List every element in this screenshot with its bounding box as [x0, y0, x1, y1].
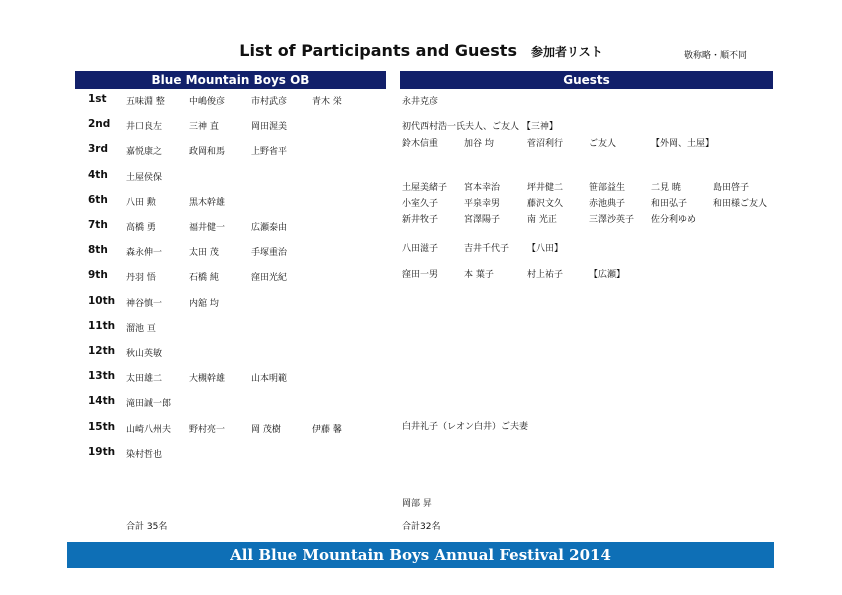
guest-name: 新井牧子 [402, 215, 439, 226]
participant-name: 市村武彦 [251, 97, 288, 107]
participant-name: 土屋侯保 [126, 172, 163, 183]
participant-name: 太田 茂 [189, 248, 219, 259]
class-year-label: 9th [88, 269, 108, 282]
participant-name: 森永伸一 [126, 248, 163, 259]
participant-name: 八田 勲 [126, 197, 156, 208]
participant-name: 五味淵 整 [126, 97, 165, 107]
participant-name: 野村亮一 [189, 424, 226, 435]
guest-name: 岡部 昇 [402, 498, 432, 509]
guest-name: 白井礼子（レオン白井）ご夫妻 [402, 422, 529, 433]
participant-name: 神谷慎一 [126, 298, 163, 309]
guest-name: 永井克彦 [402, 97, 439, 107]
participant-name: 中嶋俊彦 [189, 97, 226, 107]
participant-name: 滝田誠一郎 [126, 399, 172, 410]
class-year-label: 4th [88, 168, 108, 181]
honorific-note: 敬称略・順不同 [684, 51, 748, 61]
participant-name: 嘉悦康之 [126, 147, 163, 158]
participant-name: 太田雄二 [126, 374, 163, 385]
guest-name: 土屋美緒子 [402, 182, 448, 193]
guest-name: 笹部益生 [589, 182, 626, 193]
guest-name: 小室久子 [402, 199, 439, 210]
guest-name: 【八田】 [527, 244, 564, 255]
guest-name: 加谷 均 [464, 138, 494, 149]
guest-name: 菅沼利行 [527, 138, 564, 149]
participant-name: 岡 茂樹 [251, 424, 281, 435]
guest-name: 和田弘子 [651, 199, 688, 210]
class-year-label: 2nd [88, 118, 111, 131]
ob-total: 合計 35名 [126, 522, 168, 532]
class-year-label: 3rd [88, 143, 109, 156]
ob-column-header: Blue Mountain Boys OB [75, 71, 386, 89]
class-year-label: 14th [88, 395, 116, 408]
guest-name: 平泉幸男 [464, 199, 501, 210]
guest-name: 宮澤陽子 [464, 215, 501, 226]
guest-name: 八田滋子 [402, 244, 439, 255]
participant-name: 伊藤 馨 [312, 424, 342, 435]
participant-name: 高橋 勇 [126, 223, 156, 233]
guests-total: 合計32名 [402, 522, 441, 532]
guest-name: 窪田一男 [402, 269, 439, 280]
class-year-label: 15th [88, 420, 116, 433]
participant-name: 福井健一 [189, 223, 226, 233]
guest-name: 【広瀬】 [589, 269, 626, 280]
guest-name: 鈴木信重 [402, 138, 439, 149]
class-year-label: 11th [88, 319, 116, 332]
guest-name: ご友人 [589, 138, 617, 149]
guest-name: 島田啓子 [713, 182, 750, 193]
class-year-label: 7th [88, 219, 108, 231]
participant-name: 石橋 純 [189, 273, 219, 284]
title-japanese: 参加者リスト [530, 45, 603, 59]
class-year-label: 19th [88, 445, 116, 458]
participant-name: 窪田光紀 [251, 273, 288, 284]
guest-name: 南 光正 [527, 215, 557, 226]
participant-name: 井口良左 [126, 122, 163, 133]
class-year-label: 10th [88, 294, 116, 307]
guest-name: 坪井健二 [527, 182, 564, 193]
footer-banner: All Blue Mountain Boys Annual Festival 2014 [67, 542, 774, 568]
guest-name: 本 葉子 [464, 269, 494, 280]
guest-name: 佐分利ゆめ [651, 215, 697, 226]
participant-name: 青木 栄 [312, 97, 342, 107]
class-year-label: 13th [88, 370, 116, 383]
guest-name: 吉井千代子 [464, 244, 510, 255]
guest-name: 和田様ご友人 [713, 199, 768, 210]
guest-name: 村上祐子 [527, 269, 564, 280]
participant-name: 政岡和馬 [189, 147, 226, 158]
class-year-label: 12th [88, 345, 116, 357]
participant-name: 手塚重治 [251, 248, 288, 259]
participant-name: 大槻幹雄 [189, 374, 226, 385]
guest-name: 宮本幸治 [464, 182, 501, 193]
participant-name: 秋山英敏 [126, 349, 163, 359]
participant-name: 山本明範 [251, 374, 288, 385]
class-year-label: 8th [88, 244, 108, 257]
guest-name: 初代西村浩一氏夫人、ご友人 【三神】 [402, 122, 558, 133]
participant-name: 山崎八州夫 [126, 424, 172, 435]
guest-name: 赤池典子 [589, 199, 626, 210]
guest-name: 二見 暁 [651, 182, 681, 193]
participant-name: 岡田渥美 [251, 122, 288, 133]
participant-name: 黒木幹雄 [189, 197, 226, 208]
guest-name: 三澤沙英子 [589, 215, 635, 226]
participant-name: 染村哲也 [126, 449, 163, 460]
class-year-label: 1st [88, 93, 107, 105]
guest-name: 【外岡、土屋】 [651, 138, 715, 149]
title-english: List of Participants and Guests [239, 41, 517, 60]
participant-name: 三神 直 [189, 122, 219, 133]
class-year-label: 6th [88, 193, 108, 206]
guests-column-header: Guests [400, 71, 773, 89]
participant-name: 広瀬泰由 [251, 223, 288, 233]
participant-name: 溜池 亘 [126, 323, 156, 334]
participant-name: 丹羽 悟 [126, 273, 156, 284]
guest-name: 藤沢文久 [527, 199, 564, 210]
participant-name: 内舘 均 [189, 298, 219, 309]
participant-name: 上野省平 [251, 147, 288, 158]
